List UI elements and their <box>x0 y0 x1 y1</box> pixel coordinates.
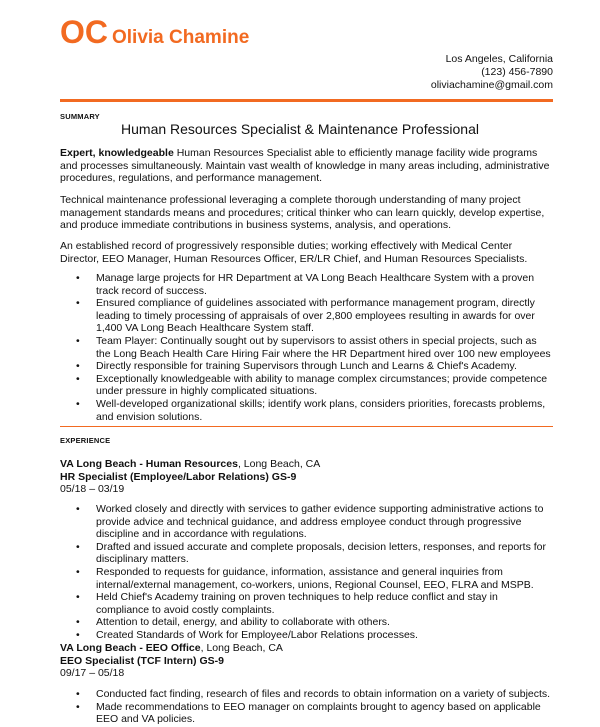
summary-bullet-list <box>60 272 552 423</box>
contact-email: oliviachamine@gmail.com <box>430 79 553 91</box>
job-2-bullet-list <box>60 688 552 726</box>
list-item: • Drafted and issued accurate and complete proposals, decision letters, responses, and reports for disciplinary matters. <box>96 541 552 566</box>
job-header-1 <box>60 458 552 496</box>
summary-headline: Human Resources Specialist & Maintenance Professional <box>121 121 479 137</box>
job-dates: 05/18 – 03/19 <box>60 483 125 496</box>
summary-paragraph-1-text: Human Resources Specialist able to efficiently manage facility wide programs and processes simultaneously. Maintain vast wealth of knowledge in many areas including, administrative procedures, regulations, and performance management. <box>60 147 550 185</box>
list-item: • Worked closely and directly with services to gather evidence supporting administrative actions to provide advice and technical guidance, and address employee conduct through progressive discipline and in accordance with regulations. <box>96 503 552 541</box>
list-item: • Team Player: Continually sought out by supervisors to assist others in special projects, such as the Long Beach Health Care Hiring Fair where the HR Department hired over 100 new employees <box>96 335 552 360</box>
list-item: • Manage large projects for HR Department at VA Long Beach Healthcare System with a proven track record of success. <box>96 272 552 297</box>
list-item: • Responded to requests for guidance, information, assistance and general inquiries from internal/external management, co-workers, unions, Regional Counsel, EEO, FLRA and MSPB. <box>96 566 552 591</box>
list-item: • Directly responsible for training Supervisors through Lunch and Learns & Chief's Academy. <box>96 360 552 373</box>
list-item: • Conducted fact finding, research of files and records to obtain information on a variety of subjects. <box>96 688 552 701</box>
contact-location: Los Angeles, California <box>445 53 553 65</box>
list-item: • Made recommendations to EEO manager on complaints brought to agency based on applicable EEO and VA policies. <box>96 701 552 726</box>
job-header-2 <box>60 642 552 680</box>
list-item: • Well-developed organizational skills; identify work plans, considers priorities, forecasts problems, and envision solutions. <box>96 398 552 423</box>
list-item: • Held Chief's Academy training on proven techniques to help reduce conflict and stay in compliance to avoid costly complaints. <box>96 591 552 616</box>
candidate-name: Olivia Chamine <box>112 27 250 48</box>
job-dates: 09/17 – 05/18 <box>60 667 125 680</box>
experience-section-label: EXPERIENCE <box>60 436 111 445</box>
contact-phone: (123) 456-7890 <box>481 66 553 78</box>
job-title: HR Specialist (Employee/Labor Relations) GS-9 <box>60 470 297 483</box>
summary-paragraph-1 <box>60 147 552 185</box>
contact-block <box>431 53 553 92</box>
job-location: , Long Beach, CA <box>237 458 321 470</box>
job-location: , Long Beach, CA <box>200 642 283 654</box>
job-1-bullet-list <box>60 503 552 642</box>
job-employer: VA Long Beach - Human Resources <box>60 458 238 470</box>
header-divider <box>60 99 553 102</box>
list-item: • Exceptionally knowledgeable with ability to manage complex circumstances; provide competence under pressure in highly complicated situations. <box>96 373 552 398</box>
job-employer-line <box>60 642 552 655</box>
summary-lead-text: Expert, knowledgeable <box>60 147 174 159</box>
job-employer: VA Long Beach - EEO Office <box>60 642 201 654</box>
summary-section-label: SUMMARY <box>60 112 100 121</box>
monogram-initials: OC <box>60 14 108 50</box>
summary-paragraph-2: Technical maintenance professional leveraging a complete thorough understanding of many project management standards means and procedures; critical thinker who can learn quickly, develop expertise, and produce immediate contributions in business systems, analysis, and operations. <box>60 194 545 232</box>
section-divider <box>60 426 553 427</box>
header-name <box>60 14 249 51</box>
job-title: EEO Specialist (TCF Intern) GS-9 <box>60 654 224 667</box>
job-employer-line <box>60 458 552 471</box>
list-item: • Attention to detail, energy, and ability to collaborate with others. <box>96 616 552 629</box>
list-item: • Created Standards of Work for Employee/Labor Relations processes. <box>96 629 552 642</box>
list-item: • Ensured compliance of guidelines associated with performance management program, directly leading to timely processing of appraisals of over 2,800 employees resulting in awards for over 1,400 VA Long Beach Healthcare System staff. <box>96 297 552 335</box>
summary-paragraph-3: An established record of progressively responsible duties; working effectively with Medical Center Director, EEO Manager, Human Resources Officer, ER/LR Chief, and Human Resources Specialists. <box>60 240 528 265</box>
